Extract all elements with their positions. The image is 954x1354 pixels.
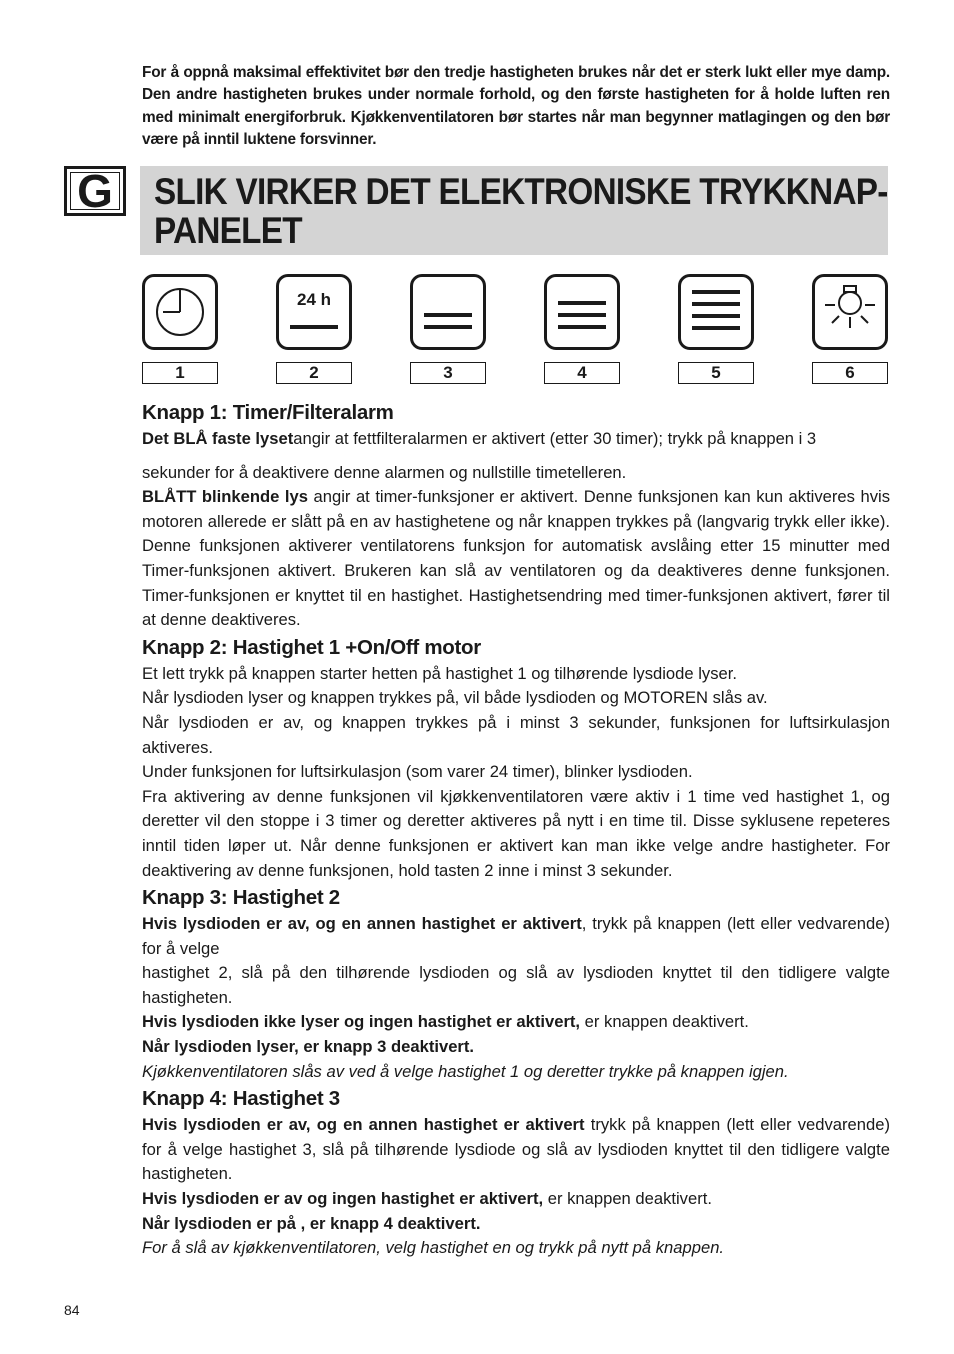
k3-p3-bold: Hvis lysdioden ikke lyser og ingen hastighet er aktivert, bbox=[142, 1012, 581, 1032]
k3-paragraph-1 bbox=[142, 912, 890, 961]
section-letter-badge: G bbox=[64, 166, 126, 216]
light-bulb-icon bbox=[819, 281, 881, 343]
k4-p1-text: trykk på knappen (lett eller vedvarende) for å velge hastighet 3, slå på tilhørende lysdiode og slå av lysdioden knyttet til den tidligere valgte hastigheten. bbox=[142, 1115, 890, 1184]
k4-paragraph-2 bbox=[142, 1187, 890, 1212]
button-number-1: 1 bbox=[142, 362, 218, 384]
k2-paragraph-1: Et lett trykk på knappen starter hetten på hastighet 1 og tilhørende lysdiode lyser. bbox=[142, 663, 737, 683]
k3-p4-bold: Når lysdioden lyser, er knapp 3 deaktivert. bbox=[142, 1037, 475, 1057]
button-3-speed-2 bbox=[410, 274, 486, 350]
speed-1-24h-icon bbox=[283, 281, 345, 343]
k4-p1-bold: Hvis lysdioden er av, og en annen hastighet er aktivert bbox=[142, 1115, 585, 1135]
button-number-5: 5 bbox=[678, 362, 754, 384]
page-number: 84 bbox=[64, 1302, 80, 1318]
k2-paragraph-3: Når lysdioden er av, og knappen trykkes på i minst 3 sekunder, funksjonen for luftsirkulasjon aktiveres. bbox=[142, 712, 890, 757]
button-number-2: 2 bbox=[276, 362, 352, 384]
speed-4-icon bbox=[685, 281, 747, 343]
k4-paragraph-4 bbox=[142, 1236, 890, 1261]
k1-p1-text: angir at fettfilteralarmen er aktivert (etter 30 timer); trykk på knappen i 3 bbox=[293, 429, 817, 448]
heading-knapp-2: Knapp 2: Hastighet 1 +On/Off motor bbox=[142, 635, 481, 659]
k4-p2-bold: Hvis lysdioden er av og ingen hastighet er aktivert, bbox=[142, 1189, 544, 1209]
timer-clock-icon bbox=[149, 281, 211, 343]
k2-paragraph-4: Under funksjonen for luftsirkulasjon (som varer 24 timer), blinker lysdioden. bbox=[142, 762, 693, 782]
k1-paragraph-3 bbox=[142, 485, 890, 633]
section-title bbox=[154, 172, 892, 250]
k2-paragraph-2: Når lysdioden lyser og knappen trykkes på, vil både lysdioden og MOTOREN slås av. bbox=[142, 688, 768, 708]
section-title-line-1: SLIK VIRKER DET ELEKTRONISKE TRYKKNAP- bbox=[154, 171, 888, 212]
heading-knapp-1: Knapp 1: Timer/Filteralarm bbox=[142, 401, 394, 424]
k1-p3-text: angir at timer-funksjoner er aktivert. Denne funksjonen kan kun aktiveres hvis motoren allerede er slått på en av hastighetene og når knappen trykkes på (langvarig trykk eller ikke). Denne funksjonen aktiverer ventilatorens funksjon for automatisk avslåing etter 15 minutter med Timer-funksjonen aktivert. Brukeren kan slå av ventilatoren og da deaktiveres denne funksjonen. Timer-funksjonen er knyttet til en hastighet. Hastighetsendring med timer-funksjonen aktivert, fører til at denne deaktiveres. bbox=[142, 487, 890, 630]
k3-paragraph-3 bbox=[142, 1010, 890, 1035]
heading-knapp-3: Knapp 3: Hastighet 2 bbox=[142, 886, 340, 910]
k4-p2-text: er knappen deaktivert. bbox=[543, 1189, 712, 1209]
k4-paragraph-1 bbox=[142, 1113, 890, 1187]
k2-paragraph-5: Fra aktivering av denne funksjonen vil kjøkkenventilatoren være aktiv i 1 time ved hastighet 1, og deretter vil den stoppe i 3 timer og deretter aktiveres på nytt i en time til. Disse syklusene repeteres inntil tiden løper ut. Når denne funksjonen er aktivert kan man ikke velge andre hastigheter. For deaktivering av denne funksjonen, hold tasten 2 inne i minst 3 sekunder. bbox=[142, 786, 890, 880]
k4-p4-italic: For å slå av kjøkkenventilatoren, velg hastighet en og trykk på nytt på knappen. bbox=[142, 1238, 725, 1258]
k4-p3-bold: Når lysdioden er på , er knapp 4 deaktivert. bbox=[142, 1213, 481, 1233]
button-5-speed-4 bbox=[678, 274, 754, 350]
k1-paragraph-2: sekunder for å deaktivere denne alarmen og nullstille timetelleren. bbox=[142, 462, 627, 482]
button-number-3: 3 bbox=[410, 362, 486, 384]
label-24h: 24 h bbox=[296, 290, 332, 309]
heading-knapp-4: Knapp 4: Hastighet 3 bbox=[142, 1087, 340, 1111]
button-number-6: 6 bbox=[812, 362, 888, 384]
button-1-timer bbox=[142, 274, 218, 350]
k3-paragraph-2: hastighet 2, slå på den tilhørende lysdioden og slå av lysdioden knyttet til den tidligere valgte hastigheten. bbox=[142, 963, 890, 1007]
speed-3-icon bbox=[551, 281, 613, 343]
section-title-line-2: PANELET bbox=[154, 210, 302, 251]
intro-paragraph: For å oppnå maksimal effektivitet bør den tredje hastigheten brukes når det er sterk lukt eller mye damp. Den andre hastigheten brukes under normale forhold, og den første hastigheten for å holde luften ren med minimalt energiforbruk. Kjøkkenventilatoren bør startes når man begynner matlagingen og den bør være på inntil luktene forsvinner. bbox=[142, 64, 890, 149]
k3-paragraph-5 bbox=[142, 1060, 890, 1085]
k1-p1-bold: Det BLÅ faste lyset bbox=[142, 429, 294, 448]
k1-paragraph-1 bbox=[142, 427, 890, 452]
section-title-bar bbox=[140, 166, 888, 255]
k3-p5-italic: Kjøkkenventilatoren slås av ved å velge hastighet 1 og deretter trykke på knappen igjen. bbox=[142, 1061, 789, 1081]
button-4-speed-3 bbox=[544, 274, 620, 350]
k1-p3-bold: BLÅTT blinkende lys bbox=[142, 487, 308, 507]
button-number-4: 4 bbox=[544, 362, 620, 384]
instructions-body bbox=[142, 398, 890, 1261]
button-6-light bbox=[812, 274, 888, 350]
speed-2-icon bbox=[417, 281, 479, 343]
k3-p3-text: er knappen deaktivert. bbox=[580, 1012, 749, 1032]
k3-paragraph-4 bbox=[142, 1035, 890, 1060]
button-2-speed-1 bbox=[276, 274, 352, 350]
k4-paragraph-3 bbox=[142, 1212, 890, 1237]
k3-p1-bold: Hvis lysdioden er av, og en annen hastighet er aktivert bbox=[142, 914, 582, 934]
k3-p1-text: , trykk på knappen (lett eller vedvarende) for å velge bbox=[142, 914, 890, 958]
